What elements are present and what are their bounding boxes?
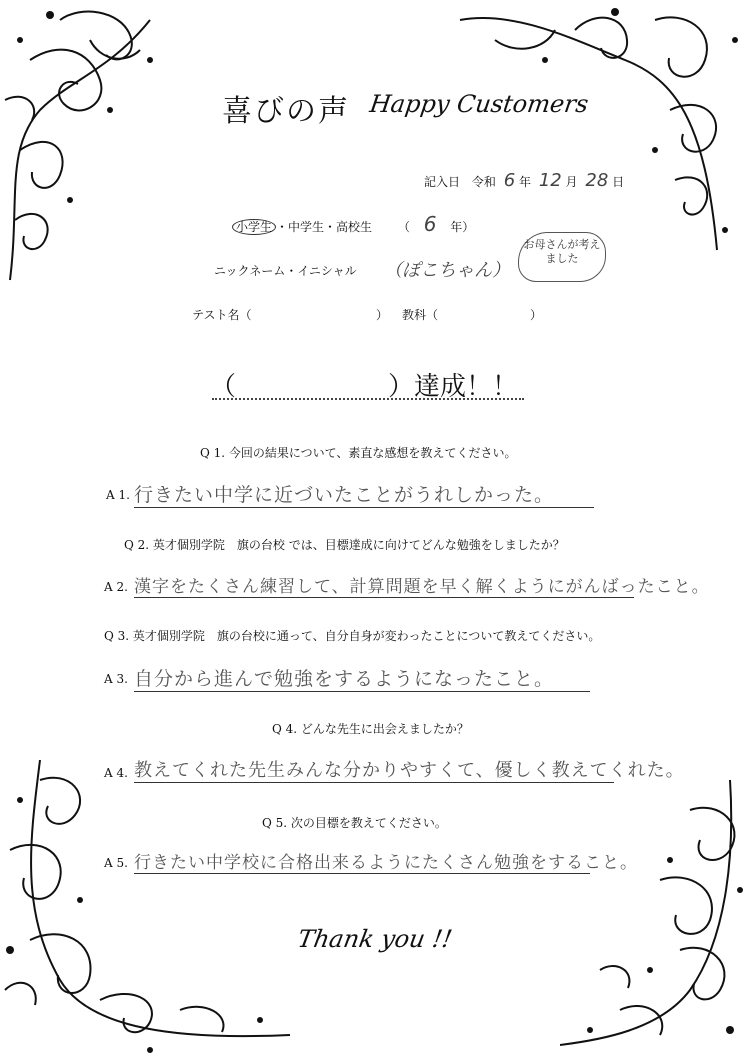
- grade-paren-open: （: [397, 220, 410, 234]
- year-value: 6: [503, 170, 516, 191]
- era: 令和: [471, 175, 496, 189]
- corner-ornament-top-left: [0, 0, 170, 290]
- answer-4: 教えてくれた先生みんな分かりやすくて、優しく教えてくれた。: [134, 756, 614, 783]
- achievement-underline: [212, 398, 524, 400]
- day-unit: 日: [612, 175, 625, 189]
- month-unit: 月: [565, 175, 578, 189]
- corner-ornament-top-right: [455, 0, 750, 260]
- subject-label: 教科（: [402, 308, 439, 322]
- nickname-label: ニックネーム・イニシャル: [214, 264, 357, 278]
- grade-unit: 年）: [450, 220, 475, 234]
- grade-value: 6: [423, 212, 437, 236]
- question-4: Q 4. どんな先生に出会えましたか？: [272, 722, 469, 736]
- thank-you: Thank you !!: [295, 925, 455, 953]
- corner-ornament-bottom-right: [560, 770, 750, 1060]
- answer-5-label: A 5.: [104, 856, 128, 870]
- grade-options: ・中学生・高校生: [276, 220, 373, 234]
- corner-ornament-bottom-left: [0, 760, 300, 1060]
- achievement-open: （: [210, 372, 237, 402]
- month-value: 12: [538, 170, 562, 191]
- grade-elementary-circled: 小学生: [232, 219, 276, 235]
- year-unit: 年: [518, 175, 531, 189]
- achievement-close: ）達成！！: [388, 372, 519, 402]
- answer-1-label: A 1.: [106, 488, 130, 502]
- question-2: Q 2. 英才個別学院 旗の台校 では、目標達成に向けてどんな勉強をしましたか？: [124, 538, 565, 552]
- subject-close: ）: [530, 308, 543, 322]
- answer-5: 行きたい中学校に合格出来るようにたくさん勉強をすること。: [134, 848, 590, 874]
- answer-3: 自分から進んで勉強をするようになったこと。: [134, 664, 590, 692]
- answer-1: 行きたい中学に近づいたことがうれしかった。: [134, 480, 594, 508]
- answer-2: 漢字をたくさん練習して、計算問題を早く解くようにがんばったこと。: [134, 572, 634, 598]
- nickname-note-bubble: お母さんが考えました: [518, 232, 606, 282]
- grade-row: [232, 212, 474, 236]
- test-name-close: ）: [376, 308, 389, 322]
- date-row: [424, 170, 624, 191]
- nickname-value: （ぽこちゃん）: [384, 260, 510, 281]
- answer-3-label: A 3.: [104, 672, 128, 686]
- question-1: Q 1. 今回の結果について、素直な感想を教えてください。: [200, 446, 517, 460]
- question-3: Q 3. 英才個別学院 旗の台校に通って、自分自身が変わったことについて教えてください。: [104, 629, 601, 643]
- day-value: 28: [585, 170, 609, 191]
- question-5: Q 5. 次の目標を教えてください。: [262, 816, 447, 830]
- answer-2-label: A 2.: [104, 580, 128, 594]
- page-title-en: Happy Customers: [368, 90, 591, 118]
- date-label: 記入日: [424, 175, 461, 189]
- page-title: 喜びの声: [222, 94, 350, 129]
- answer-4-label: A 4.: [104, 766, 128, 780]
- test-name-label: テスト名（: [192, 308, 252, 322]
